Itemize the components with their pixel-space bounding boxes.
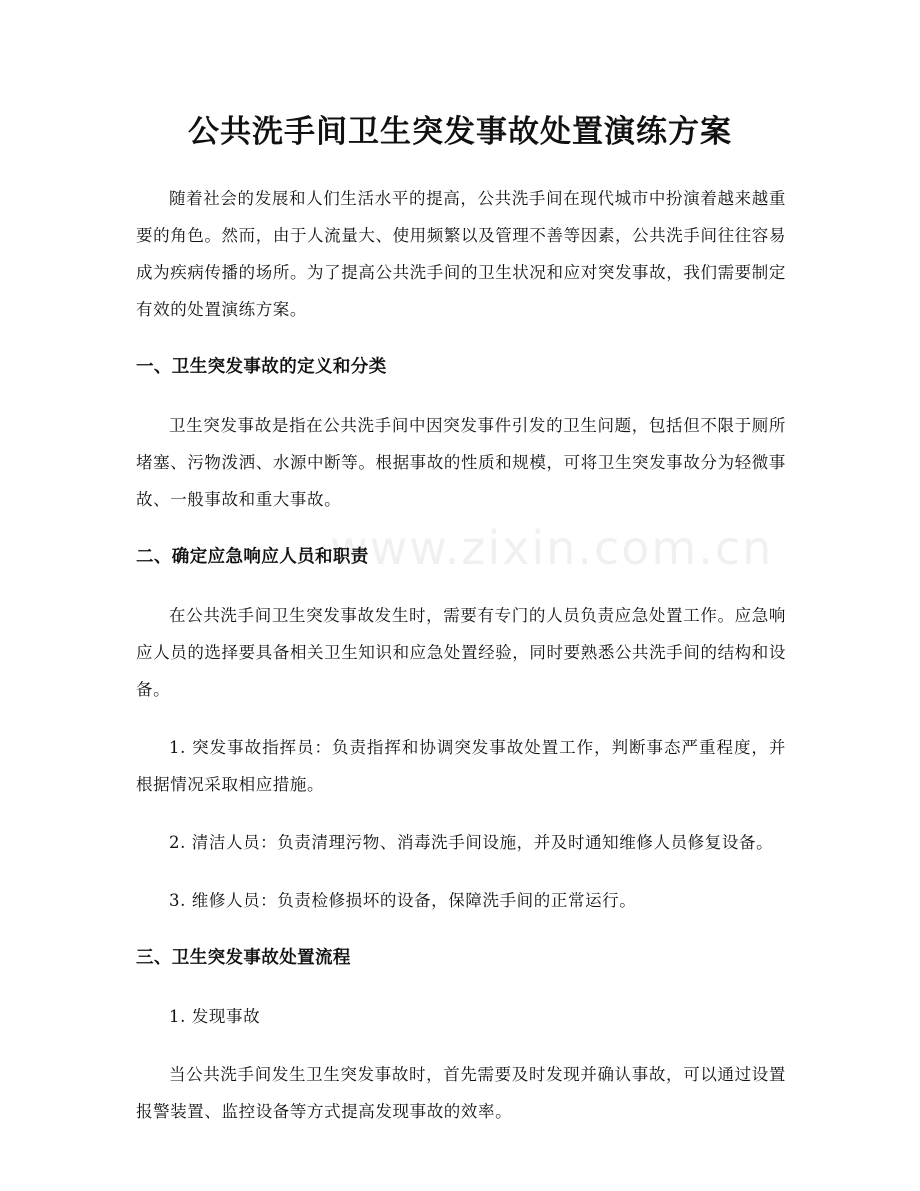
- section-2-paragraph: 在公共洗手间卫生突发事故发生时，需要有专门的人员负责应急处置工作。应急响应人员的选择要具备相关卫生知识和应急处置经验，同时要熟悉公共洗手间的结构和设备。: [136, 606, 786, 699]
- document-body: [136, 180, 786, 1151]
- section-heading-3: 三、卫生突发事故处置流程: [136, 948, 351, 968]
- section-heading-1: 一、卫生突发事故的定义和分类: [136, 357, 387, 377]
- intro-paragraph: 随着社会的发展和人们生活水平的提高，公共洗手间在现代城市中扮演着越来越重要的角色。然而，由于人流量大、使用频繁以及管理不善等因素，公共洗手间往往容易成为疾病传播的场所。为了提高公共洗手间的卫生状况和应对突发事故，我们需要制定有效的处置演练方案。: [136, 189, 786, 319]
- document-title: 公共洗手间卫生突发事故处置演练方案: [188, 114, 732, 150]
- list-item-repairer: 3. 维修人员：负责检修损坏的设备，保障洗手间的正常运行。: [169, 891, 637, 910]
- list-item-discover: 1. 发现事故: [169, 1007, 261, 1026]
- list-item-cleaner: 2. 清洁人员：负责清理污物、消毒洗手间设施，并及时通知维修人员修复设备。: [169, 833, 774, 852]
- section-1-paragraph: 卫生突发事故是指在公共洗手间中因突发事件引发的卫生问题，包括但不限于厕所堵塞、污物泼洒、水源中断等。根据事故的性质和规模，可将卫生突发事故分为轻微事故、一般事故和重大事故。: [136, 416, 786, 509]
- section-3-paragraph: 当公共洗手间发生卫生突发事故时，首先需要及时发现并确认事故，可以通过设置报警装置、监控设备等方式提高发现事故的效率。: [136, 1065, 786, 1121]
- list-item-commander: 1. 突发事故指挥员：负责指挥和协调突发事故处置工作，判断事态严重程度，并根据情况采取相应措施。: [136, 738, 786, 794]
- watermark: www.zixin.com.cn: [330, 521, 774, 575]
- section-heading-2: 二、确定应急响应人员和职责: [136, 547, 369, 567]
